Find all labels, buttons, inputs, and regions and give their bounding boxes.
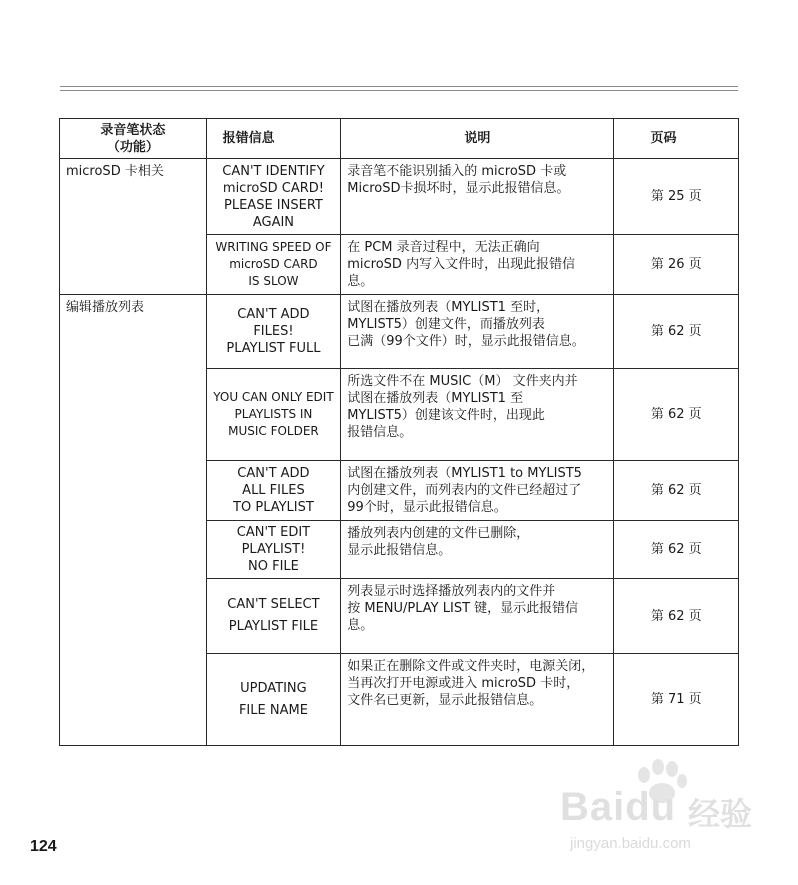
description-cell <box>341 159 614 235</box>
table-row <box>60 295 739 369</box>
description-line: 所选文件不在 MUSIC（M） 文件夹内并 <box>347 374 578 389</box>
page-ref: 第 62 页 <box>614 521 739 579</box>
message-line: YOU CAN ONLY EDIT <box>213 390 334 404</box>
description-line: 已满（99个文件）时，显示此报错信息。 <box>347 334 585 349</box>
watermark-cn: 经验 <box>688 795 753 833</box>
description-line: 录音笔不能识别插入的 microSD 卡或 <box>347 164 567 179</box>
page-ref: 第 25 页 <box>614 159 739 235</box>
state-cell: 编辑播放列表 <box>60 295 207 746</box>
message-line: TO PLAYLIST <box>233 500 314 515</box>
description-line: 在 PCM 录音过程中，无法正确向 <box>347 240 540 255</box>
page-ref: 第 71 页 <box>614 654 739 746</box>
description-line: MYLIST5）创建该文件时，出现此 <box>347 408 545 423</box>
watermark-brand-b: du <box>625 785 677 829</box>
message-cell <box>206 654 341 746</box>
watermark-brand <box>560 785 676 830</box>
message-line: PLAYLIST FULL <box>226 341 321 356</box>
description-line: 试图在播放列表（MYLIST1 至 <box>347 391 524 406</box>
description-line: 按 MENU/PLAY LIST 键，显示此报错信 <box>347 601 579 616</box>
watermark-brand-a: Bai <box>560 785 626 829</box>
message-line: ALL FILES <box>242 483 305 498</box>
description-line: 显示此报错信息。 <box>347 543 452 558</box>
description-line: 内创建文件，而列表内的文件已经超过了 <box>347 483 582 498</box>
message-line: IS SLOW <box>248 274 299 288</box>
message-line: microSD CARD <box>229 257 318 271</box>
description-cell <box>341 654 614 746</box>
description-line: 列表显示时选择播放列表内的文件并 <box>347 584 556 599</box>
message-line: NO FILE <box>248 559 299 574</box>
description-line: 息。 <box>347 618 374 633</box>
description-cell <box>341 235 614 295</box>
message-line: CAN'T ADD <box>237 307 310 322</box>
description-line: 息。 <box>347 274 374 289</box>
page-ref: 第 26 页 <box>614 235 739 295</box>
header-description: 说明 <box>341 119 614 159</box>
description-cell <box>341 369 614 461</box>
message-cell <box>206 235 341 295</box>
message-cell <box>206 159 341 235</box>
description-line: 文件名已更新，显示此报错信息。 <box>347 693 543 708</box>
message-line: AGAIN <box>252 214 295 230</box>
message-cell <box>206 521 341 579</box>
page-number: 124 <box>30 838 57 855</box>
error-message-table <box>59 118 739 746</box>
message-line: PLAYLIST FILE <box>228 619 319 634</box>
description-line: 播放列表内创建的文件已删除， <box>347 526 530 541</box>
description-line: 报错信息。 <box>347 425 413 440</box>
table-header-row <box>60 119 739 159</box>
message-line: WRITING SPEED OF <box>215 240 332 254</box>
description-line: 如果正在删除文件或文件夹时，电源关闭， <box>347 659 595 674</box>
header-message: 报错信息 <box>206 119 341 159</box>
description-line: microSD 内写入文件时，出现此报错信 <box>347 257 576 272</box>
message-line: MUSIC FOLDER <box>228 424 319 438</box>
header-rule-top <box>60 86 738 87</box>
page-ref: 第 62 页 <box>614 369 739 461</box>
message-line: PLEASE INSERT <box>224 197 323 213</box>
description-line: MYLIST5）创建文件，而播放列表 <box>347 317 545 332</box>
page-ref: 第 62 页 <box>614 579 739 654</box>
header-state-line1: 录音笔状态 <box>100 122 166 138</box>
description-line: 当再次打开电源或进入 microSD 卡时， <box>347 676 580 691</box>
header-state <box>60 119 207 159</box>
description-line: 99个时，显示此报错信息。 <box>347 500 507 515</box>
message-line: CAN'T IDENTIFY <box>222 163 325 179</box>
message-line: CAN'T EDIT <box>236 525 311 540</box>
description-line: MicroSD卡损坏时，显示此报错信息。 <box>347 181 570 196</box>
message-cell <box>206 369 341 461</box>
description-cell <box>341 579 614 654</box>
watermark-url: jingyan.baidu.com <box>570 835 691 852</box>
message-line: CAN'T SELECT <box>227 597 320 612</box>
state-cell: microSD 卡相关 <box>60 159 207 295</box>
message-line: FILES! <box>253 324 294 339</box>
page-ref: 第 62 页 <box>614 295 739 369</box>
message-cell <box>206 461 341 521</box>
baidu-watermark <box>560 765 770 860</box>
description-cell <box>341 521 614 579</box>
message-line: microSD CARD! <box>222 180 324 196</box>
message-cell <box>206 295 341 369</box>
page-ref: 第 62 页 <box>614 461 739 521</box>
header-state-line2: （功能） <box>106 139 159 155</box>
description-line: 试图在播放列表（MYLIST1 至时， <box>347 300 550 315</box>
message-line: PLAYLIST! <box>241 542 306 557</box>
description-cell <box>341 295 614 369</box>
message-line: PLAYLISTS IN <box>234 407 313 421</box>
table-row <box>60 159 739 235</box>
description-line: 试图在播放列表（MYLIST1 to MYLIST5 <box>347 466 582 481</box>
message-line: CAN'T ADD <box>237 466 310 481</box>
message-line: UPDATING <box>240 680 307 696</box>
message-cell <box>206 579 341 654</box>
description-cell <box>341 461 614 521</box>
header-rule-bottom <box>60 90 738 91</box>
header-page: 页码 <box>614 119 739 159</box>
message-line: FILE NAME <box>238 702 308 718</box>
